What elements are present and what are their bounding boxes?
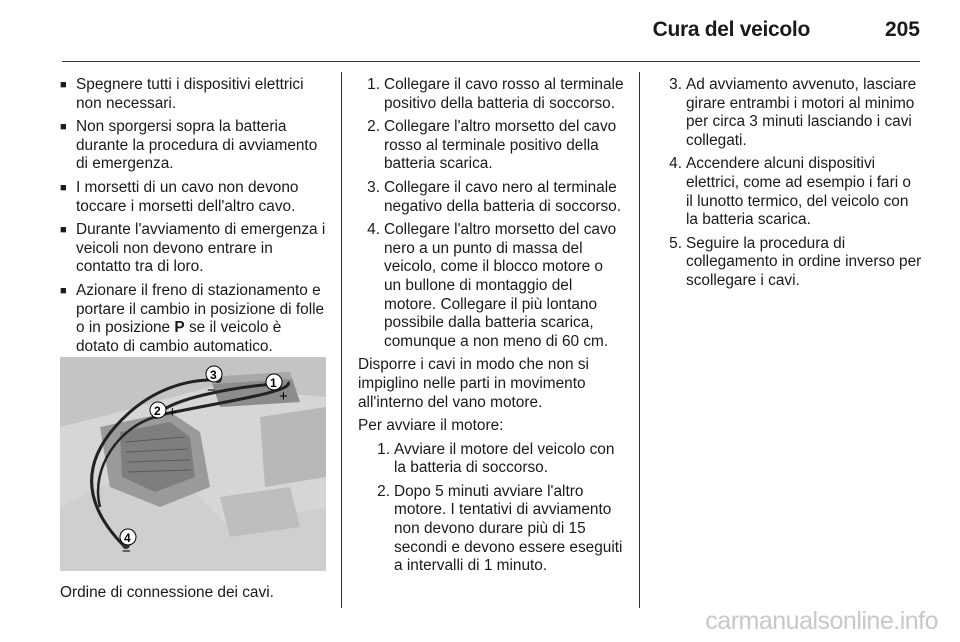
step-number: 5. [669,234,682,252]
minus-sign: − [207,382,216,399]
figure-caption: Ordine di connessione dei cavi. [60,584,274,601]
callout-label-1: 1 [270,376,277,390]
numbered-step [358,179,624,216]
bullet-icon: ■ [60,181,67,194]
step-number: 2. [377,482,390,500]
numbered-step [358,118,624,174]
bullet-text: I morsetti di un cavo non devono toccare i morsetti dell'altro cavo. [76,178,299,215]
step-number: 3. [367,178,380,196]
step-text: Accendere alcuni dispositivi elettrici, come ad esempio i fari o il lunotto termico, del veicolo con la batteria scarica. [686,155,911,229]
step-number: 4. [367,221,380,239]
bullet-item [60,221,326,277]
engine-bay-illustration [60,357,326,571]
step-text: Collegare l'altro morsetto del cavo rosso al terminale positivo della batteria scarica. [384,118,617,173]
step-text: Collegare il cavo nero al terminale negativo della batteria di soccorso. [384,178,621,215]
paragraph: Disporre i cavi in modo che non si impiglino nelle parti in movimento all'interno del vano motore. [358,356,589,411]
step-text: Seguire la procedura di collegamento in ordine inverso per scollegare i cavi. [686,234,922,289]
battery-jump-start-figure [60,357,326,571]
page-number: 205 [884,18,920,41]
bullet-text: Azionare il freno di stazionamento e portare il cambio in posizione di folle o in posizione P se il veicolo è dotato di cambio automatico. [76,281,325,355]
numbered-step [358,221,624,351]
numbered-step [660,155,922,229]
watermark-url: carmanualsonline.info [705,607,938,635]
step-number: 2. [367,118,380,136]
bullet-item [60,76,326,113]
bullet-text: Durante l'avviamento di emergenza i veicoli non devono entrare in contatto tra di loro. [76,221,326,276]
plus-sign: + [279,388,288,405]
gear-position-p: P [174,319,185,337]
numbered-step [660,235,922,291]
numbered-step [660,76,922,150]
step-number: 4. [669,155,682,173]
bullet-item [60,179,326,216]
callout-label-3: 3 [210,368,217,382]
step-text: Collegare il cavo rosso al terminale positivo della batteria di soccorso. [384,76,624,112]
callout-label-2: 2 [154,404,161,418]
numbered-step [358,483,624,576]
bullet-text: Non sporgersi sopra la batteria durante la procedura di avviamento di emergenza. [76,118,318,173]
column-divider [341,72,342,608]
numbered-step [358,441,624,478]
bullet-item [60,118,326,174]
header-divider [62,61,920,62]
minus-sign: − [122,543,131,560]
bullet-text: Spegnere tutti i dispositivi elettrici non necessari. [76,76,304,112]
bullet-icon: ■ [60,284,67,297]
bullet-icon: ■ [60,121,67,134]
callout-label-4: 4 [124,531,131,545]
column-1 [60,76,326,361]
numbered-step [358,76,624,113]
page-title: Cura del veicolo [652,18,810,41]
step-number: 1. [367,76,380,93]
bullet-item [60,282,326,356]
plus-sign: + [168,404,177,421]
bullet-icon: ■ [60,224,67,237]
step-text: Collegare l'altro morsetto del cavo nero a un punto di massa del veicolo, come il blocco motore o un bullone di montaggio del motore. Collegare il più lontano possibile dalla batteria scarica, comunque a non meno di 60 cm. [384,221,617,350]
step-text: Ad avviamento avvenuto, lasciare girare entrambi i motori al minimo per circa 3 minuti lasciando i cavi collegati. [686,76,917,149]
step-number: 3. [669,76,682,93]
column-divider [639,72,640,608]
column-2 [358,76,624,581]
step-text: Dopo 5 minuti avviare l'altro motore. I tentativi di avviamento non devono durare più di 15 secondi e devono essere eseguiti a intervalli di 1 minuto. [394,482,623,575]
step-number: 1. [377,440,390,458]
column-3 [660,76,922,296]
paragraph: Per avviare il motore: [358,417,504,435]
step-text: Avviare il motore del veicolo con la batteria di soccorso. [394,440,615,477]
bullet-icon: ■ [60,79,67,91]
